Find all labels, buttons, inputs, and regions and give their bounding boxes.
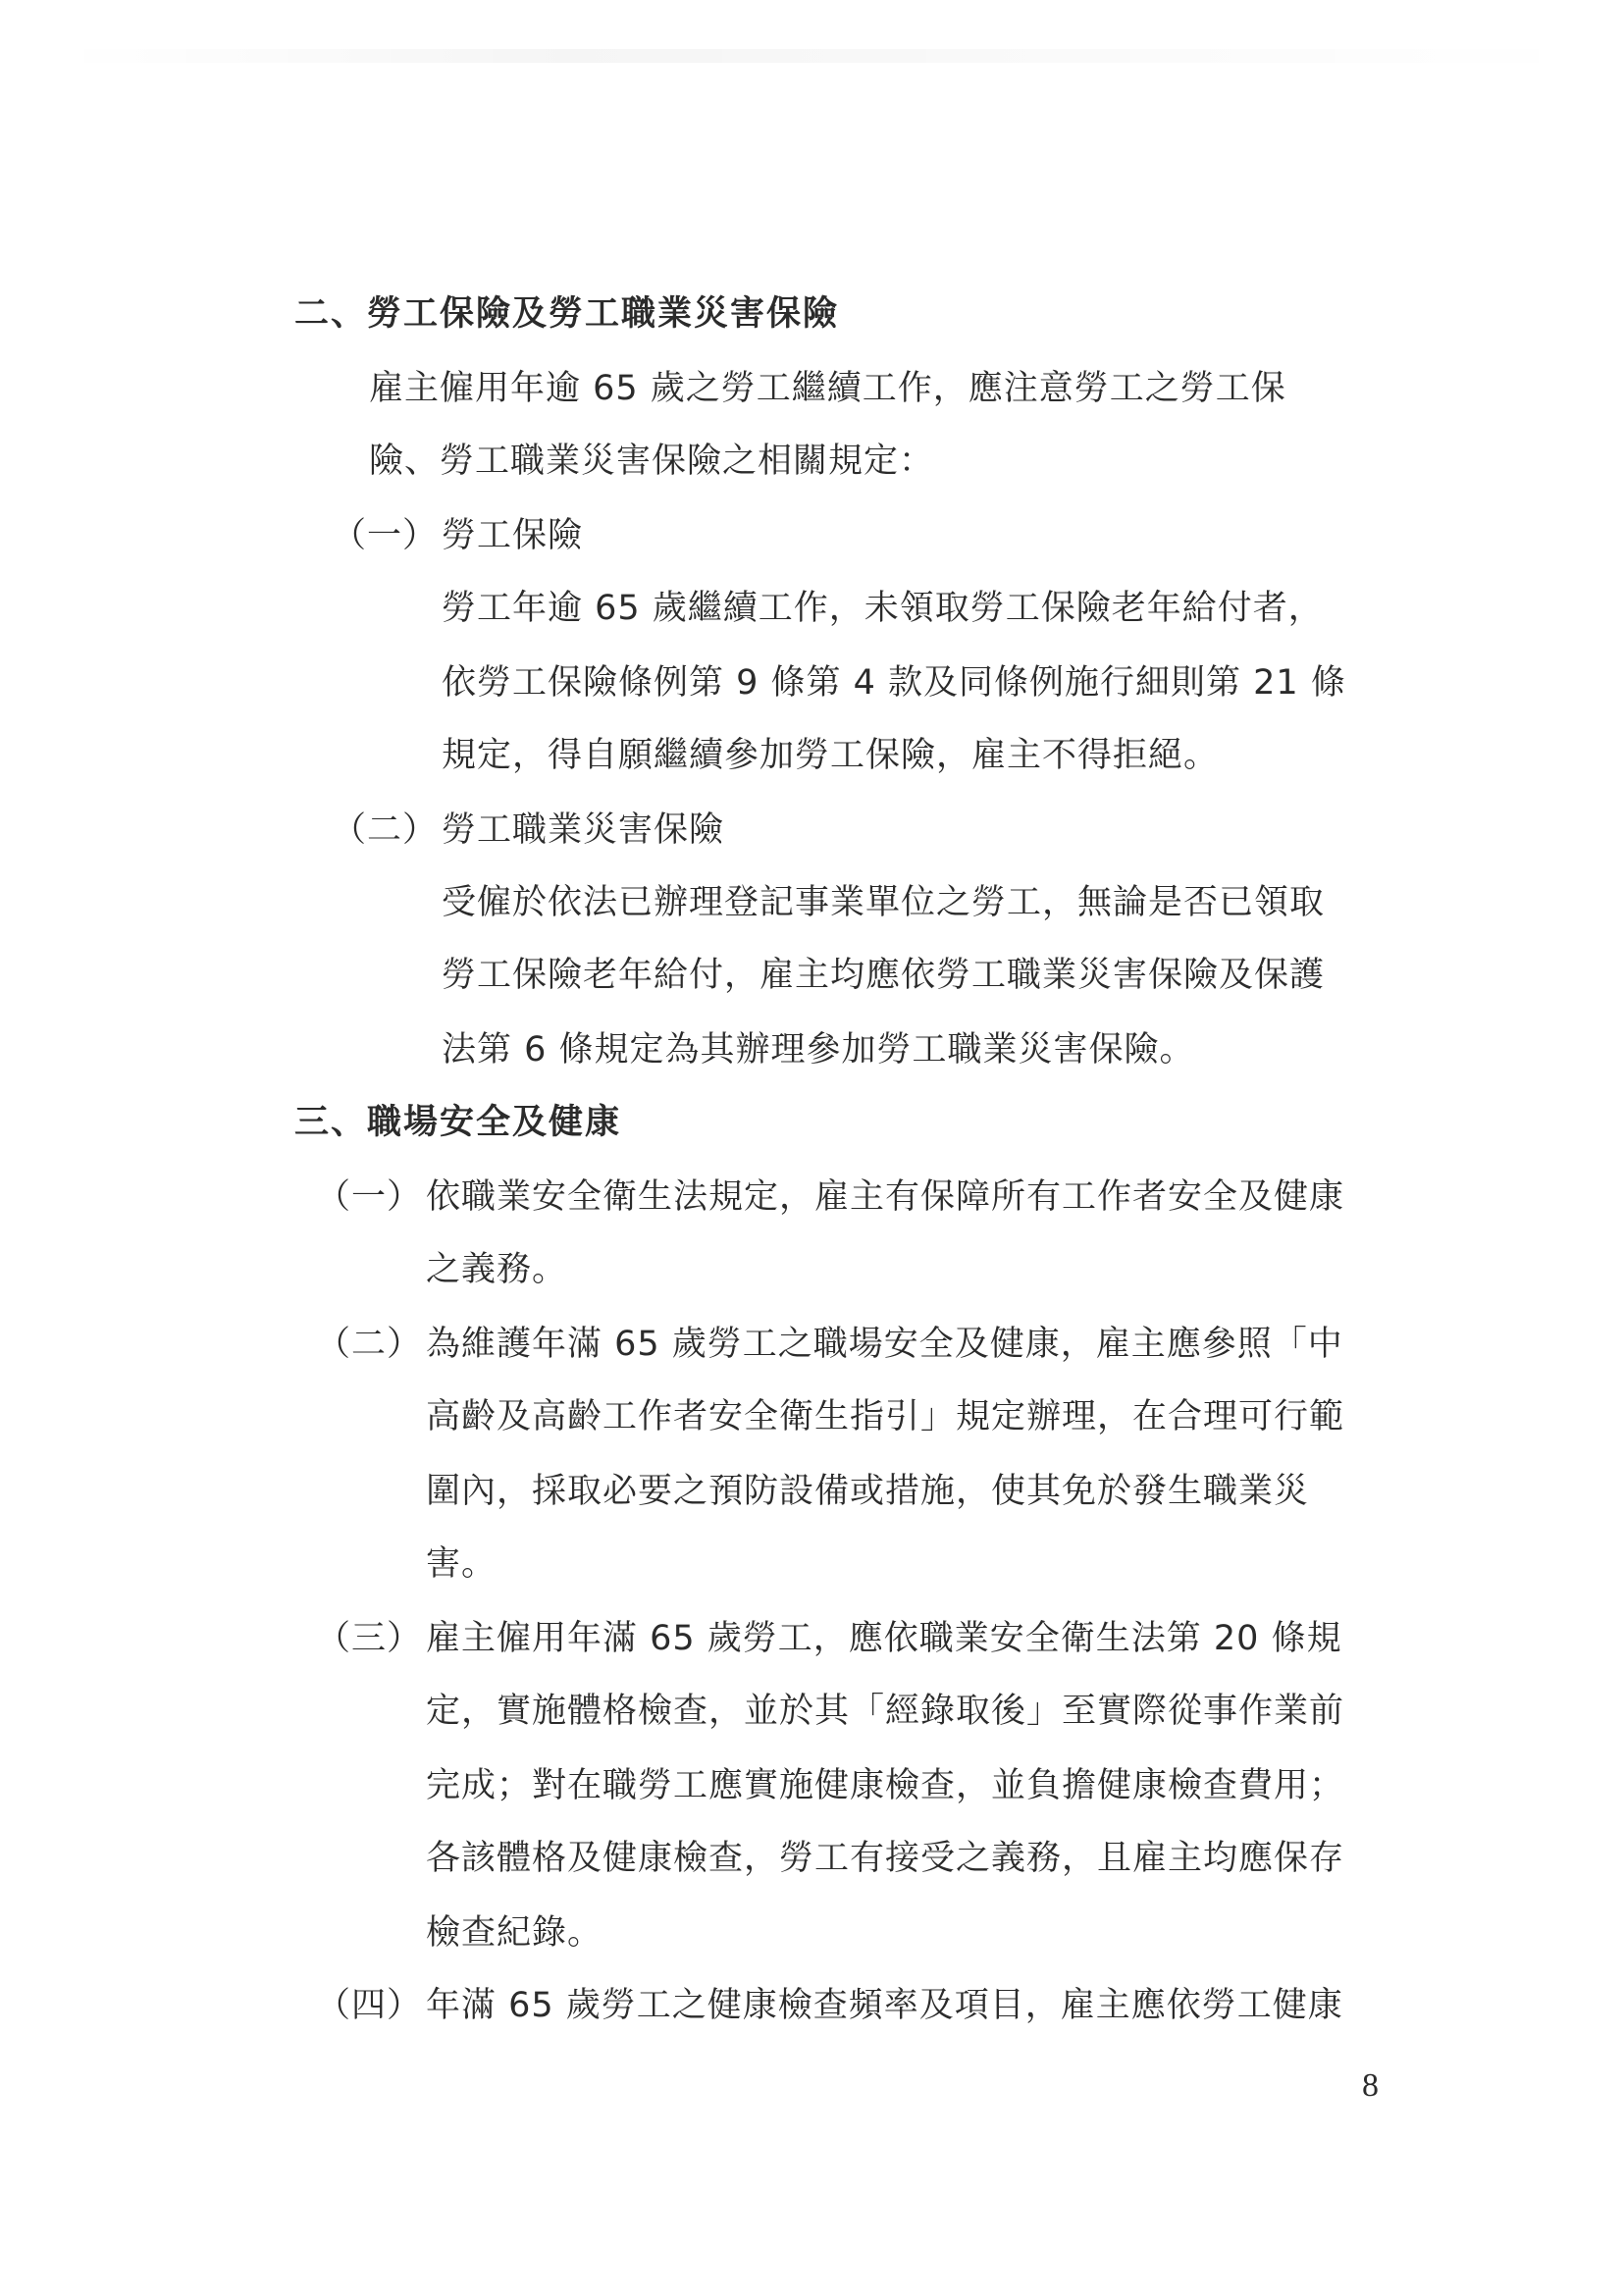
- paragraph-line: 勞工保險老年給付，雇主均應依勞工職業災害保險及保護: [442, 956, 1326, 995]
- subsection-title: 勞工職業災害保險: [442, 810, 725, 850]
- subsection-label: （四）: [316, 1986, 423, 2025]
- paragraph-line: 害。: [426, 1544, 497, 1584]
- page-number: 8: [1362, 2067, 1379, 2104]
- subsection-label: （二）: [332, 810, 439, 850]
- paragraph-line: 勞工年逾 65 歲繼續工作，未領取勞工保險老年給付者，: [442, 589, 1324, 628]
- scan-artifact: [59, 49, 1590, 63]
- subsection-label: （二）: [316, 1325, 423, 1364]
- paragraph-line: 法第 6 條規定為其辦理參加勞工職業災害保險。: [442, 1030, 1195, 1070]
- paragraph-line: 規定，得自願繼續參加勞工保險，雇主不得拒絕。: [442, 736, 1220, 775]
- paragraph-line: 為維護年滿 65 歲勞工之職場安全及健康，雇主應參照「中: [426, 1325, 1343, 1364]
- paragraph-line: 雇主僱用年滿 65 歲勞工，應依職業安全衛生法第 20 條規: [426, 1619, 1342, 1658]
- paragraph-line: 險、勞工職業災害保險之相關規定：: [369, 442, 935, 481]
- paragraph-line: 依勞工保險條例第 9 條第 4 款及同條例施行細則第 21 條: [442, 663, 1346, 703]
- paragraph-line: 年滿 65 歲勞工之健康檢查頻率及項目，雇主應依勞工健康: [426, 1986, 1343, 2025]
- paragraph-line: 受僱於依法已辦理登記事業單位之勞工，無論是否已領取: [442, 883, 1326, 922]
- section-heading: 三、職場安全及健康: [294, 1103, 622, 1142]
- subsection-title: 勞工保險: [442, 516, 584, 555]
- paragraph-line: 完成；對在職勞工應實施健康檢查，並負擔健康檢查費用；: [426, 1766, 1345, 1805]
- paragraph-line: 定，實施體格檢查，並於其「經錄取後」至實際從事作業前: [426, 1692, 1345, 1731]
- subsection-label: （三）: [316, 1619, 423, 1658]
- paragraph-line: 雇主僱用年逾 65 歲之勞工繼續工作，應注意勞工之勞工保: [369, 369, 1286, 408]
- paragraph-line: 依職業安全衛生法規定，雇主有保障所有工作者安全及健康: [426, 1177, 1345, 1217]
- paragraph-line: 各該體格及健康檢查，勞工有接受之義務，且雇主均應保存: [426, 1839, 1345, 1878]
- paragraph-line: 高齡及高齡工作者安全衛生指引」規定辦理，在合理可行範: [426, 1397, 1345, 1436]
- section-heading: 二、勞工保險及勞工職業災害保險: [294, 294, 840, 334]
- paragraph-line: 圍內，採取必要之預防設備或措施，使其免於發生職業災: [426, 1472, 1310, 1511]
- paragraph-line: 之義務。: [426, 1250, 568, 1289]
- subsection-label: （一）: [332, 516, 439, 555]
- paragraph-line: 檢查紀錄。: [426, 1913, 603, 1953]
- subsection-label: （一）: [316, 1177, 423, 1217]
